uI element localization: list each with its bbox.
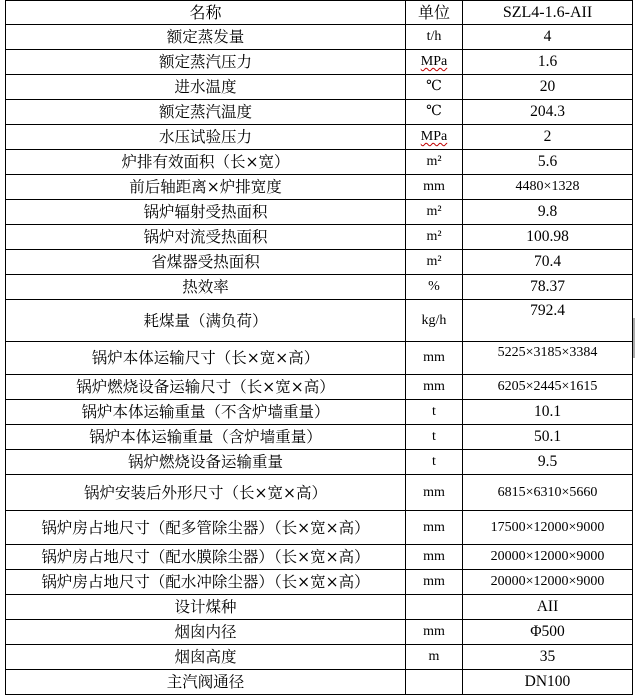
table-row: [6, 670, 633, 695]
row-name: 锅炉房占地尺寸（配水冲除尘器）（长×宽×高）: [6, 570, 406, 595]
row-name: 前后轴距离×炉排宽度: [6, 175, 406, 200]
row-unit: mm: [406, 475, 463, 511]
row-name: 省煤器受热面积: [6, 250, 406, 275]
table-row: [6, 342, 633, 375]
row-unit: MPa: [420, 54, 448, 69]
row-name: 锅炉辐射受热面积: [6, 200, 406, 225]
row-name: 锅炉对流受热面积: [6, 225, 406, 250]
row-name: 锅炉房占地尺寸（配水膜除尘器）（长×宽×高）: [6, 545, 406, 570]
row-value: 50.1: [463, 425, 633, 450]
boiler-spec-table: [5, 0, 633, 695]
row-value: 4480×1328: [463, 175, 633, 200]
row-unit: ℃: [406, 100, 463, 125]
row-value: 17500×12000×9000: [463, 511, 633, 545]
table-row: [6, 620, 633, 645]
row-unit: m: [406, 645, 463, 670]
row-unit: mm: [406, 570, 463, 595]
row-name: 热效率: [6, 275, 406, 300]
table-row: [6, 645, 633, 670]
row-value: 204.3: [463, 100, 633, 125]
row-value: 1.6: [463, 50, 633, 75]
row-unit: m²: [406, 150, 463, 175]
row-name: 耗煤量（满负荷）: [6, 300, 406, 342]
row-name: 水压试验压力: [6, 125, 406, 150]
row-unit: mm: [406, 342, 463, 375]
row-name: 炉排有效面积（长×宽）: [6, 150, 406, 175]
row-unit: t: [406, 400, 463, 425]
row-value: 70.4: [463, 250, 633, 275]
row-value: 6815×6310×5660: [463, 475, 633, 511]
table-row: [6, 595, 633, 620]
row-unit: [406, 595, 463, 620]
table-row: [6, 125, 633, 150]
table-row: [6, 511, 633, 545]
table-row: [6, 225, 633, 250]
row-value: 9.8: [463, 200, 633, 225]
row-unit: mm: [406, 511, 463, 545]
row-unit: mm: [406, 545, 463, 570]
row-name: 锅炉房占地尺寸（配多管除尘器）（长×宽×高）: [6, 511, 406, 545]
row-value: 35: [463, 645, 633, 670]
table-row: [6, 300, 633, 342]
row-name: 锅炉燃烧设备运输尺寸（长×宽×高）: [6, 375, 406, 400]
row-unit: t/h: [406, 25, 463, 50]
row-value: 2: [463, 125, 633, 150]
row-name: 额定蒸汽温度: [6, 100, 406, 125]
row-name: 进水温度: [6, 75, 406, 100]
row-value: 5225×3185×3384: [463, 342, 633, 375]
row-unit: m²: [406, 250, 463, 275]
row-value: AII: [463, 595, 633, 620]
table-row: [6, 450, 633, 475]
row-unit: ℃: [406, 75, 463, 100]
spec-sheet: [5, 0, 632, 696]
row-unit: kg/h: [406, 300, 463, 342]
row-value: 20: [463, 75, 633, 100]
row-name: 锅炉燃烧设备运输重量: [6, 450, 406, 475]
row-name: 主汽阀通径: [6, 670, 406, 695]
table-row: [6, 425, 633, 450]
table-row: [6, 545, 633, 570]
row-unit: %: [406, 275, 463, 300]
row-name: 额定蒸发量: [6, 25, 406, 50]
header-model: SZL4-1.6-AII: [463, 1, 633, 25]
row-name: 设计煤种: [6, 595, 406, 620]
table-row: [6, 50, 633, 75]
row-value: 5.6: [463, 150, 633, 175]
row-unit: MPa: [420, 129, 448, 144]
row-value: 4: [463, 25, 633, 50]
row-unit: mm: [406, 175, 463, 200]
table-row: [6, 375, 633, 400]
table-row: [6, 75, 633, 100]
row-name: 锅炉安装后外形尺寸（长×宽×高）: [6, 475, 406, 511]
row-unit: [406, 670, 463, 695]
page-edge-divider: [633, 318, 635, 358]
header-unit: 单位: [406, 1, 463, 25]
table-row: [6, 150, 633, 175]
row-name: 烟囱高度: [6, 645, 406, 670]
table-row: [6, 100, 633, 125]
row-unit: t: [406, 425, 463, 450]
row-unit: t: [406, 450, 463, 475]
table-row: [6, 475, 633, 511]
row-value: 792.4: [463, 300, 633, 342]
row-unit: m²: [406, 200, 463, 225]
row-value: 100.98: [463, 225, 633, 250]
row-value: 20000×12000×9000: [463, 570, 633, 595]
table-row: [6, 25, 633, 50]
table-header-row: [6, 1, 633, 25]
row-value: 10.1: [463, 400, 633, 425]
row-value: DN100: [463, 670, 633, 695]
row-name: 锅炉本体运输尺寸（长×宽×高）: [6, 342, 406, 375]
table-row: [6, 400, 633, 425]
row-value: Φ500: [463, 620, 633, 645]
row-unit: mm: [406, 620, 463, 645]
row-name: 额定蒸汽压力: [6, 50, 406, 75]
row-value: 20000×12000×9000: [463, 545, 633, 570]
table-row: [6, 250, 633, 275]
row-name: 锅炉本体运输重量（含炉墙重量）: [6, 425, 406, 450]
table-row: [6, 275, 633, 300]
table-row: [6, 200, 633, 225]
table-row: [6, 570, 633, 595]
table-row: [6, 175, 633, 200]
row-unit: mm: [406, 375, 463, 400]
row-name: 锅炉本体运输重量（不含炉墙重量）: [6, 400, 406, 425]
row-value: 78.37: [463, 275, 633, 300]
row-name: 烟囱内径: [6, 620, 406, 645]
header-name: 名称: [6, 1, 406, 25]
row-value: 6205×2445×1615: [463, 375, 633, 400]
row-unit: m²: [406, 225, 463, 250]
row-value: 9.5: [463, 450, 633, 475]
